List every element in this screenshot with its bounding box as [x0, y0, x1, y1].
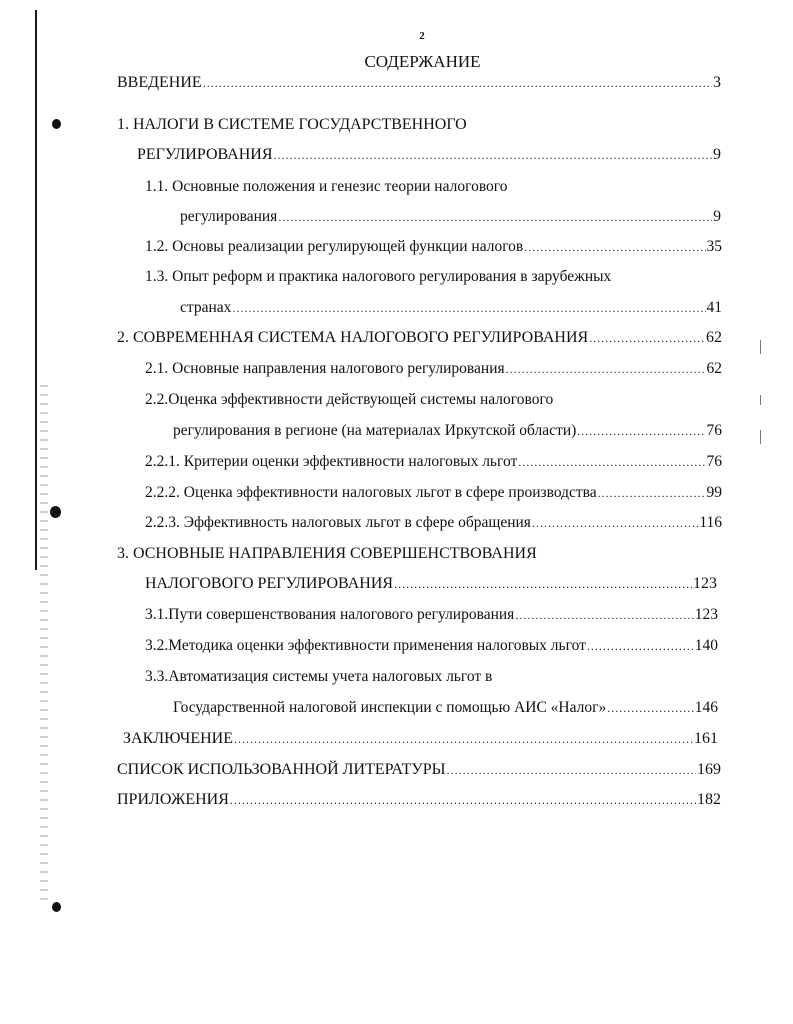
toc-entry-chapter-3[interactable]	[145, 575, 717, 593]
toc-page-number: 62	[706, 360, 722, 377]
toc-entry-section-2-1[interactable]	[145, 360, 722, 378]
toc-entry-section-1-1[interactable]	[180, 208, 721, 226]
toc-entry-label: СПИСОК ИСПОЛЬЗОВАННОЙ ЛИТЕРАТУРЫ	[117, 761, 446, 778]
scan-margin-mark	[760, 340, 761, 354]
dot-leader	[518, 455, 705, 470]
toc-page-number: 62	[706, 329, 722, 346]
toc-page-number: 123	[693, 575, 717, 592]
toc-entry-label: 1.2. Основы реализации регулирующей функции налогов	[145, 238, 524, 255]
toc-page-number: 116	[699, 514, 722, 531]
dot-leader	[274, 148, 713, 163]
dot-leader	[515, 608, 693, 623]
toc-page-number: 140	[694, 637, 718, 654]
binding-edge-line	[35, 10, 37, 570]
page-number: 2	[419, 30, 425, 42]
toc-section-1-3-heading[interactable]: 1.3. Опыт реформ и практика налогового регулирования в зарубежных	[145, 268, 612, 285]
toc-entry-section-2-2-1[interactable]	[145, 453, 722, 471]
dot-leader	[577, 424, 705, 439]
toc-entry-section-2-2[interactable]	[173, 422, 722, 440]
toc-page-number: 76	[706, 453, 722, 470]
toc-page-number: 41	[706, 299, 722, 316]
toc-page-number: 169	[697, 761, 721, 778]
toc-entry-label: РЕГУЛИРОВАНИЯ	[137, 146, 273, 163]
toc-entry-label: 2.2.3. Эффективность налоговых льгот в сфере обращения	[145, 514, 531, 531]
toc-entry-section-3-1[interactable]	[145, 606, 718, 624]
toc-entry-intro[interactable]	[117, 74, 721, 92]
toc-chapter-3-heading[interactable]: 3. ОСНОВНЫЕ НАПРАВЛЕНИЯ СОВЕРШЕНСТВОВАНИЯ	[117, 545, 537, 562]
toc-entry-label: 2. СОВРЕМЕННАЯ СИСТЕМА НАЛОГОВОГО РЕГУЛИРОВАНИЯ	[117, 329, 589, 346]
toc-entry-section-1-2[interactable]	[145, 238, 722, 256]
toc-entry-label: странах	[180, 299, 232, 316]
dot-leader	[232, 301, 705, 316]
toc-section-3-3-heading[interactable]: 3.3.Автоматизация системы учета налоговых льгот в	[145, 668, 493, 685]
binding-stitch-marks	[40, 385, 48, 905]
toc-entry-label: 2.2.1. Критерии оценки эффективности налоговых льгот	[145, 453, 518, 470]
toc-entry-label: Государственной налоговой инспекции с помощью АИС «Налог»	[173, 699, 607, 716]
toc-entry-label: 3.2.Методика оценки эффективности применения налоговых льгот	[145, 637, 586, 654]
dot-leader	[587, 639, 694, 654]
toc-page-number: 182	[697, 791, 721, 808]
toc-entry-section-2-2-3[interactable]	[145, 514, 722, 532]
toc-page-number: 9	[713, 146, 721, 163]
toc-entry-chapter-1[interactable]	[137, 146, 721, 164]
toc-entry-label: 3.1.Пути совершенствования налогового регулирования	[145, 606, 515, 623]
toc-title: СОДЕРЖАНИЕ	[364, 52, 481, 71]
dot-leader	[607, 701, 694, 716]
punch-hole-mark	[52, 902, 61, 912]
toc-entry-label: НАЛОГОВОГО РЕГУЛИРОВАНИЯ	[145, 575, 394, 592]
toc-entry-conclusion[interactable]	[123, 730, 718, 748]
dot-leader	[598, 486, 706, 501]
toc-entry-label: ВВЕДЕНИЕ	[117, 74, 202, 91]
toc-page-number: 35	[706, 238, 722, 255]
toc-section-1-1-heading[interactable]: 1.1. Основные положения и генезис теории налогового	[145, 178, 508, 195]
toc-page-number: 9	[713, 208, 721, 225]
dot-leader	[447, 763, 696, 778]
dot-leader	[532, 516, 698, 531]
dot-leader	[506, 362, 706, 377]
dot-leader	[394, 577, 692, 592]
scan-margin-mark	[760, 395, 761, 405]
toc-entry-appendices[interactable]	[117, 791, 721, 809]
toc-entry-label: ЗАКЛЮЧЕНИЕ	[123, 730, 233, 747]
punch-hole-mark	[50, 506, 61, 518]
toc-section-2-2-heading[interactable]: 2.2.Оценка эффективности действующей системы налогового	[145, 391, 554, 408]
dot-leader	[278, 210, 712, 225]
toc-page-number: 146	[694, 699, 718, 716]
toc-entry-label: 2.2.2. Оценка эффективности налоговых льгот в сфере производства	[145, 484, 597, 501]
toc-entry-label: ПРИЛОЖЕНИЯ	[117, 791, 229, 808]
toc-page-number: 99	[706, 484, 722, 501]
dot-leader	[589, 331, 705, 346]
dot-leader	[203, 76, 712, 91]
dot-leader	[234, 732, 693, 747]
toc-page-number: 3	[713, 74, 721, 91]
toc-entry-section-1-3[interactable]	[180, 299, 722, 317]
dot-leader	[230, 793, 696, 808]
toc-page-number: 161	[694, 730, 718, 747]
dot-leader	[524, 240, 705, 255]
toc-chapter-1-heading[interactable]: 1. НАЛОГИ В СИСТЕМЕ ГОСУДАРСТВЕННОГО	[117, 116, 467, 133]
toc-entry-section-3-2[interactable]	[145, 637, 718, 655]
toc-entry-section-2-2-2[interactable]	[145, 484, 722, 502]
toc-entry-chapter-2[interactable]	[117, 329, 722, 347]
toc-entry-label: 2.1. Основные направления налогового регулирования	[145, 360, 505, 377]
toc-entry-references[interactable]	[117, 761, 721, 779]
toc-entry-label: регулирования	[180, 208, 278, 225]
toc-page-number: 76	[706, 422, 722, 439]
toc-page-number: 123	[694, 606, 718, 623]
toc-entry-section-3-3[interactable]	[173, 699, 718, 717]
toc-entry-label: регулирования в регионе (на материалах Иркутской области)	[173, 422, 577, 439]
scan-margin-mark	[760, 430, 761, 444]
punch-hole-mark	[52, 119, 61, 129]
